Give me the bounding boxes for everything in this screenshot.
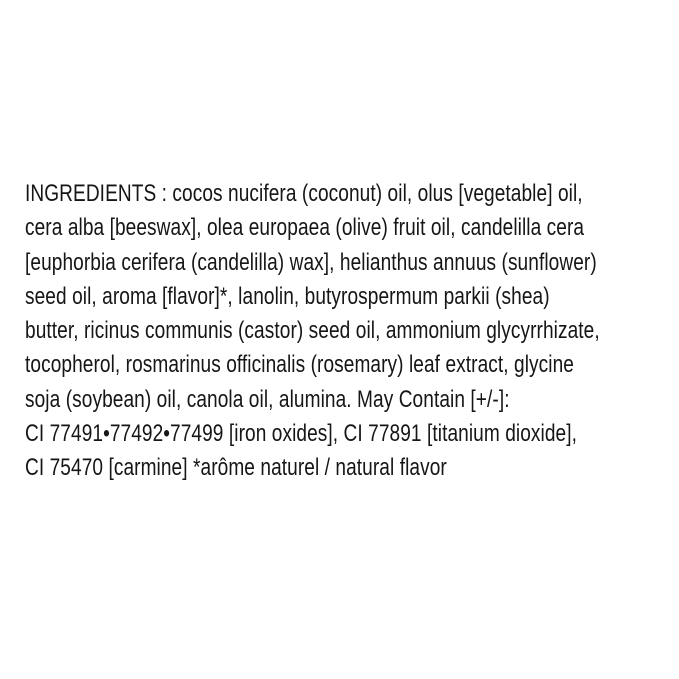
ingredients-line: butter, ricinus communis (castor) seed oil, ammonium glycyrrhizate, <box>25 317 600 345</box>
ingredients-text-block <box>25 177 669 486</box>
ingredients-line: tocopherol, rosmarinus officinalis (rosemary) leaf extract, glycine <box>25 351 574 379</box>
ingredients-line: CI 75470 [carmine] *arôme naturel / natural flavor <box>25 454 447 482</box>
ingredients-line: seed oil, aroma [flavor]*, lanolin, butyrospermum parkii (shea) <box>25 282 550 310</box>
ingredients-line: INGREDIENTS : cocos nucifera (coconut) oil, olus [vegetable] oil, <box>25 180 583 207</box>
ingredients-line: [euphorbia cerifera (candelilla) wax], helianthus annuus (sunflower) <box>25 248 597 276</box>
ingredients-line: soja (soybean) oil, canola oil, alumina. May Contain [+/-]: <box>25 385 510 413</box>
ingredients-line: CI 77491•77492•77499 [iron oxides], CI 77891 [titanium dioxide], <box>25 420 577 448</box>
ingredients-line: cera alba [beeswax], olea europaea (olive) fruit oil, candelilla cera <box>25 214 585 242</box>
